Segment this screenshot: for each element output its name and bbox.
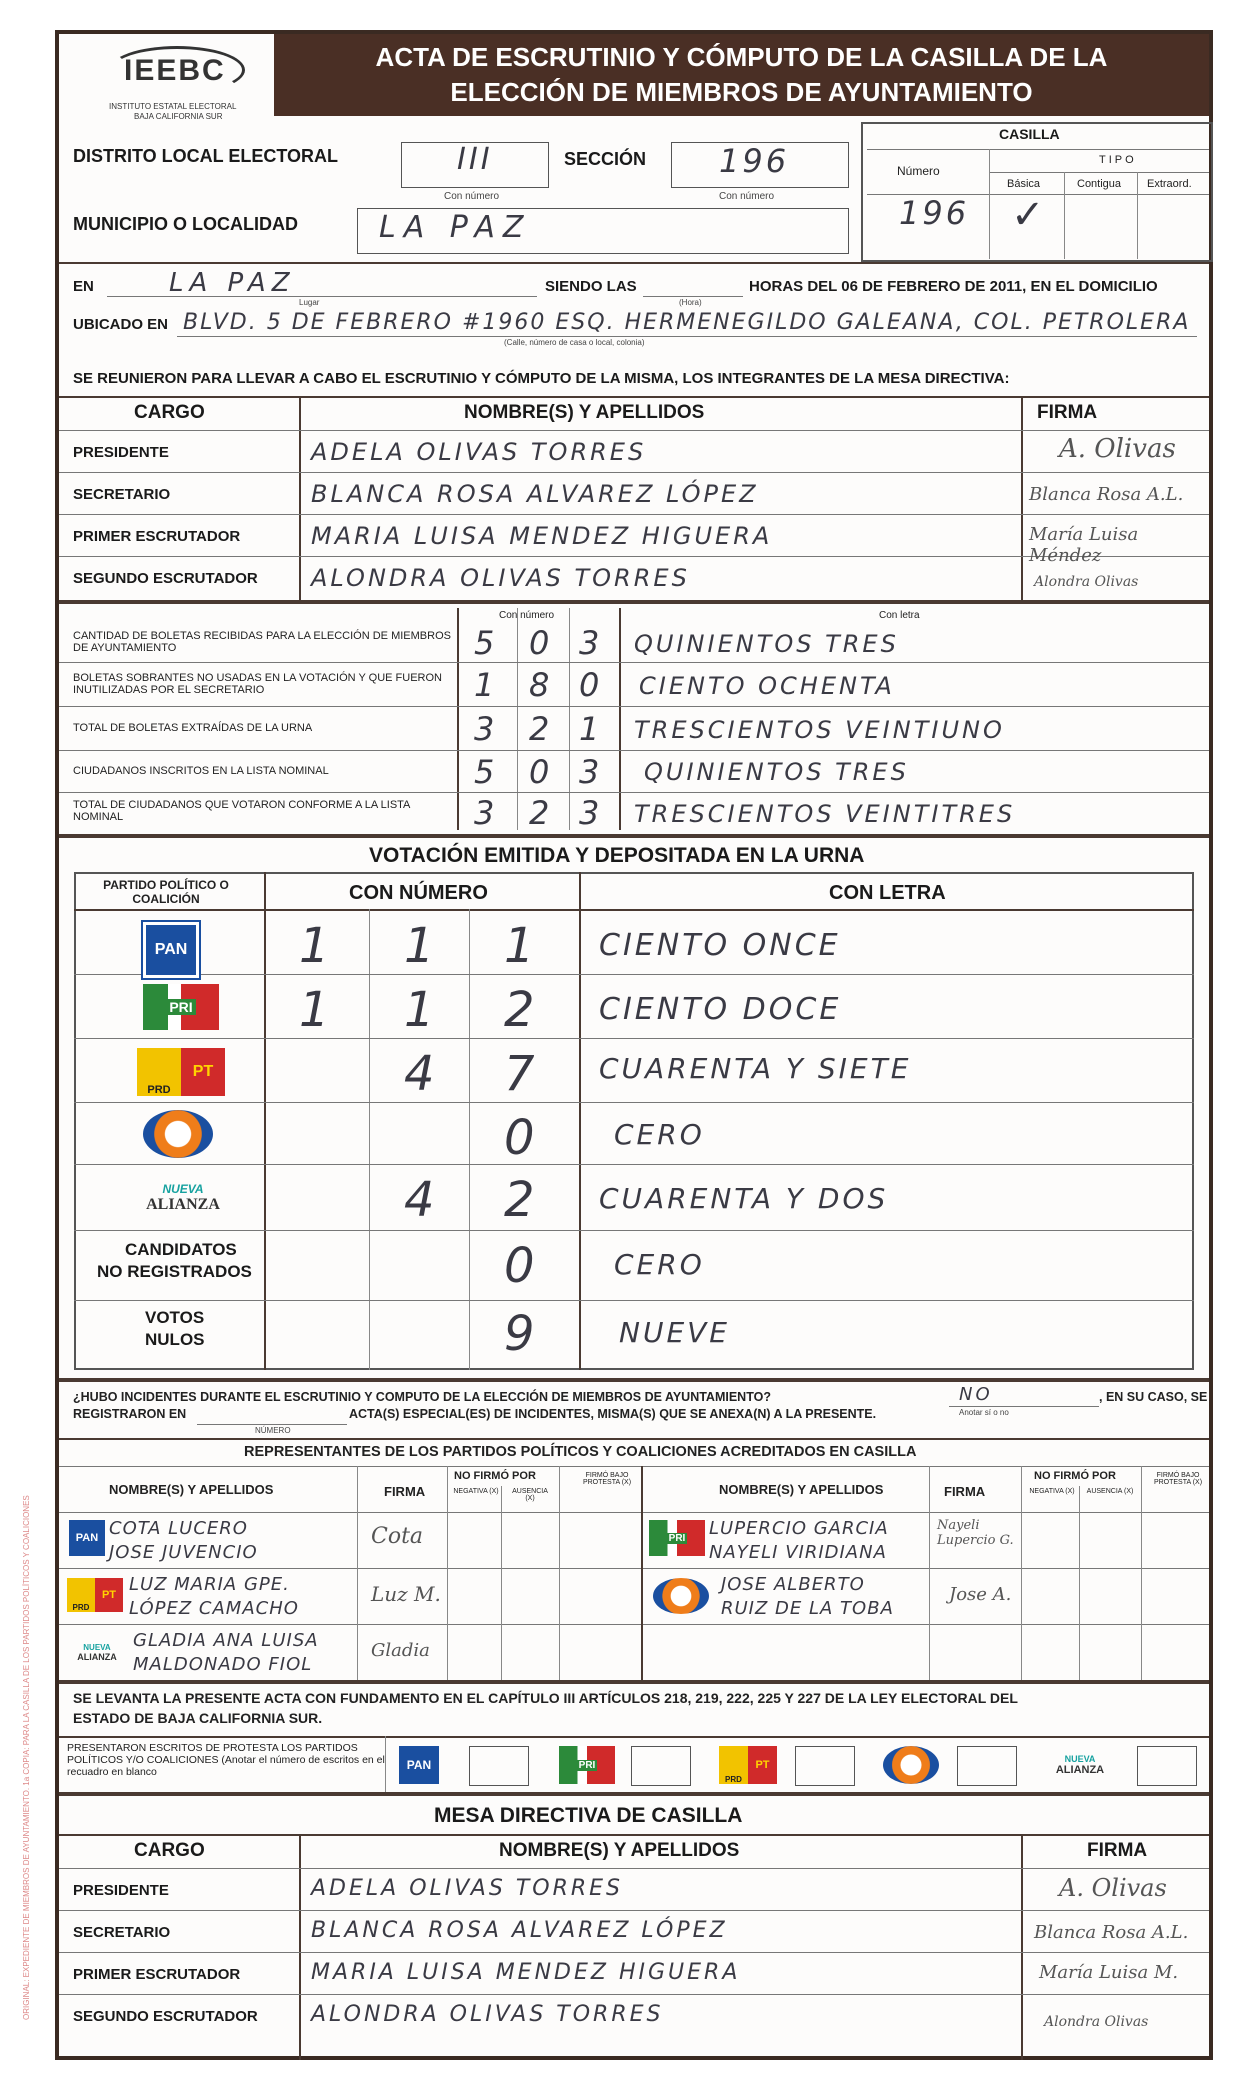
rep-conv-logo-icon	[653, 1578, 709, 1614]
boleta-d3-inscritos[interactable]: 3	[579, 753, 603, 791]
vote-conv-d3[interactable]: 0	[504, 1110, 538, 1166]
rep-pan-logo-text: PAN	[75, 1532, 99, 1544]
mesa1-nombre-secretario[interactable]: BLANCA ROSA ALVAREZ LÓPEZ	[311, 480, 759, 508]
pan-logo-icon	[143, 922, 199, 978]
rep-col-negativa-left: NEGATIVA (X)	[453, 1488, 499, 1495]
incidentes-anotar: Anotar sí o no	[959, 1408, 1009, 1417]
boleta-d3-recibidas[interactable]: 3	[579, 624, 603, 662]
acta-sheet	[55, 30, 1213, 2060]
rep-col-protesta-right: FIRMÓ BAJO PROTESTA (X)	[1153, 1472, 1203, 1486]
mesa1-col-firma: FIRMA	[1037, 402, 1098, 423]
mesa1-firma-secretario[interactable]: Blanca Rosa A.L.	[1029, 484, 1184, 505]
boleta-d1-sobrantes[interactable]: 1	[474, 666, 498, 704]
rep-pan-line2[interactable]: JOSE JUVENCIO	[109, 1542, 258, 1563]
vote-pri-letra[interactable]: CIENTO DOCE	[599, 992, 842, 1027]
reunion-text: SE REUNIERON PARA LLEVAR A CABO EL ESCRUTINIO Y CÓMPUTO DE LA MISMA, LOS INTEGRANTES DE LA MESA DIRECTIVA:	[73, 370, 1010, 387]
casilla-numero-value[interactable]: 196	[899, 194, 970, 232]
boletas-con-letra: Con letra	[879, 610, 920, 621]
rep-na-firma[interactable]: Gladia	[371, 1640, 430, 1661]
rep-conv-firma[interactable]: Jose A.	[949, 1584, 1012, 1605]
mesa1-cargo-segundo: SEGUNDO ESCRUTADOR	[73, 570, 258, 587]
rep-pri-line1[interactable]: LUPERCIO GARCIA	[709, 1518, 889, 1539]
vote-prd-d3[interactable]: 7	[504, 1046, 538, 1102]
mesa1-firma-segundo[interactable]: Alondra Olivas	[1034, 574, 1139, 590]
rep-pri-line2[interactable]: NAYELI VIRIDIANA	[709, 1542, 887, 1563]
boleta-letra-recibidas[interactable]: QUINIENTOS TRES	[634, 630, 899, 658]
boleta-label-votaron: TOTAL DE CIUDADANOS QUE VOTARON CONFORME A LA LISTA NOMINAL	[73, 799, 410, 823]
rep-pan-firma[interactable]: Cota	[371, 1524, 424, 1549]
mesa1-firma-primer[interactable]: María Luisa Méndez	[1029, 524, 1139, 566]
boleta-label-inscritos: CIUDADANOS INSCRITOS EN LA LISTA NOMINAL	[73, 765, 329, 777]
votacion-title: VOTACIÓN EMITIDA Y DEPOSITADA EN LA URNA	[369, 844, 865, 867]
rep-col-nombre-left: NOMBRE(S) Y APELLIDOS	[109, 1482, 274, 1497]
boleta-letra-extraidas[interactable]: TRESCIENTOS VEINTIUNO	[634, 716, 1005, 744]
vote-cnr-d3[interactable]: 0	[504, 1238, 538, 1294]
mesa1-cargo-presidente: PRESIDENTE	[73, 444, 169, 461]
vote-pan-d1[interactable]: 1	[299, 918, 333, 974]
escrito-pri-logo-icon	[559, 1746, 615, 1784]
boleta-d1-extraidas[interactable]: 3	[474, 710, 498, 748]
escrito-prdpt-logo-icon	[719, 1746, 777, 1784]
mesa1-col-cargo: CARGO	[134, 402, 205, 423]
incidentes-question: ¿HUBO INCIDENTES DURANTE EL ESCRUTINIO Y COMPUTO DE LA ELECCIÓN DE MIEMBROS DE AYUNTAMIENTO?	[73, 1390, 771, 1404]
mesa2-cargo-primer: PRIMER ESCRUTADOR	[73, 1966, 241, 1983]
vote-pri-d3[interactable]: 2	[504, 982, 538, 1038]
vote-cnr-letra[interactable]: CERO	[614, 1248, 705, 1281]
boleta-d2-extraidas[interactable]: 2	[529, 710, 553, 748]
cnr-label-1: CANDIDATOS	[125, 1240, 237, 1259]
rep-pt-logo-text: PT	[95, 1578, 123, 1612]
rep-col-nofirmo-right: NO FIRMÓ POR	[1034, 1470, 1116, 1482]
convergencia-logo-icon	[143, 1110, 213, 1158]
mesa2-cargo-secretario: SECRETARIO	[73, 1924, 171, 1941]
vote-pri-d1[interactable]: 1	[299, 982, 333, 1038]
rep-conv-line1[interactable]: JOSE ALBERTO	[721, 1574, 865, 1595]
escrito-conv-logo-icon	[883, 1746, 939, 1784]
numero-label: Número	[897, 164, 940, 178]
incidentes-answer[interactable]: NO	[959, 1384, 993, 1405]
fundamento-line2: ESTADO DE BAJA CALIFORNIA SUR.	[73, 1710, 323, 1726]
mesa2-col-cargo: CARGO	[134, 1840, 205, 1861]
escrito-conv-box[interactable]	[957, 1746, 1017, 1786]
boleta-d2-inscritos[interactable]: 0	[529, 753, 553, 791]
incidentes-line2a: REGISTRARON EN	[73, 1407, 187, 1421]
mesa2-cargo-presidente: PRESIDENTE	[73, 1882, 169, 1899]
escrito-alianza-logo-text: ALIANZA	[1055, 1764, 1105, 1776]
mesa1-cargo-secretario: SECRETARIO	[73, 486, 171, 503]
vote-na-d2[interactable]: 4	[404, 1172, 438, 1228]
boleta-d3-votaron[interactable]: 3	[579, 794, 603, 832]
mesa1-cargo-primer: PRIMER ESCRUTADOR	[73, 528, 241, 545]
rep-prdpt-firma[interactable]: Luz M.	[371, 1582, 441, 1606]
boleta-label-recibidas: CANTIDAD DE BOLETAS RECIBIDAS PARA LA ELECCIÓN DE MIEMBROS DE AYUNTAMIENTO	[73, 630, 451, 654]
boleta-d2-recibidas[interactable]: 0	[529, 624, 553, 662]
rep-col-nofirmo-left: NO FIRMÓ POR	[454, 1470, 536, 1482]
vote-nulos-d3[interactable]: 9	[504, 1306, 538, 1362]
vote-na-d3[interactable]: 2	[504, 1172, 538, 1228]
mesa2-nombre-primer[interactable]: MARIA LUISA MENDEZ HIGUERA	[311, 1960, 741, 1985]
seccion-label: SECCIÓN	[564, 149, 647, 169]
boleta-label-sobrantes: BOLETAS SOBRANTES NO USADAS EN LA VOTACIÓN Y QUE FUERON INUTILIZADAS POR EL SECRETARIO	[73, 672, 442, 696]
boleta-d1-votaron[interactable]: 3	[474, 794, 498, 832]
institute-logo	[79, 42, 269, 122]
mesa2-cargo-segundo: SEGUNDO ESCRUTADOR	[73, 2008, 258, 2025]
mesa2-nombre-segundo[interactable]: ALONDRA OLIVAS TORRES	[311, 2002, 664, 2027]
fecha-text: HORAS DEL 06 DE FEBRERO DE 2011, EN EL DOMICILIO	[749, 278, 1158, 295]
tipo-label: TIPO	[1099, 154, 1137, 166]
rep-pri-firma[interactable]: Nayeli Lupercio G.	[937, 1518, 1014, 1548]
rep-pan-logo-icon	[69, 1520, 105, 1556]
mesa2-firma-secretario[interactable]: Blanca Rosa A.L.	[1034, 1922, 1189, 1943]
votacion-col-partido: PARTIDO POLÍTICO O COALICIÓN	[103, 878, 229, 906]
rep-col-firma-left: FIRMA	[384, 1484, 426, 1499]
boleta-label-extraidas: TOTAL DE BOLETAS EXTRAÍDAS DE LA URNA	[73, 722, 313, 734]
rep-prdpt-logo-icon	[67, 1578, 123, 1612]
rep-prdpt-line2[interactable]: LÓPEZ CAMACHO	[129, 1598, 299, 1619]
title-banner	[274, 34, 1209, 116]
rep-col-negativa-right: NEGATIVA (X)	[1029, 1488, 1075, 1495]
ubicado-sub: (Calle, número de casa o local, colonia)	[504, 338, 645, 347]
basica-label: Básica	[1007, 178, 1041, 190]
rep-col-nombre-right: NOMBRE(S) Y APELLIDOS	[719, 1482, 884, 1497]
rep-conv-line2[interactable]: RUIZ DE LA TOBA	[721, 1598, 894, 1619]
distrito-label: DISTRITO LOCAL ELECTORAL	[73, 146, 339, 166]
votacion-col-letra: CON LETRA	[829, 882, 946, 904]
escrito-pt-logo-text: PT	[748, 1746, 777, 1784]
incidentes-tail: , EN SU CASO, SE	[1099, 1390, 1208, 1404]
prd-pt-logo-icon	[137, 1048, 225, 1096]
mesa1-nombre-presidente[interactable]: ADELA OLIVAS TORRES	[311, 438, 647, 466]
escrito-pan-box[interactable]	[469, 1746, 529, 1786]
rep-na-line1[interactable]: GLADIA ANA LUISA	[133, 1630, 319, 1651]
title-line2: ELECCIÓN DE MIEMBROS DE AYUNTAMIENTO	[450, 77, 1033, 107]
boleta-d3-sobrantes[interactable]: 0	[579, 666, 603, 704]
boleta-letra-inscritos[interactable]: QUINIENTOS TRES	[644, 758, 909, 786]
escrito-na-logo-icon	[1045, 1746, 1115, 1784]
escrito-na-box[interactable]	[1137, 1746, 1197, 1786]
boleta-d1-inscritos[interactable]: 5	[474, 753, 498, 791]
boleta-d2-sobrantes[interactable]: 8	[529, 666, 553, 704]
mesa2-col-nombre: NOMBRE(S) Y APELLIDOS	[499, 1840, 740, 1861]
lugar-sub: Lugar	[299, 298, 320, 307]
rep-pri-logo-text: PRI	[668, 1532, 686, 1544]
vote-pri-d2[interactable]: 1	[404, 982, 438, 1038]
mesa2-col-firma: FIRMA	[1087, 1840, 1148, 1861]
side-note: ORIGINAL: EXPEDIENTE DE MIEMBROS DE AYUNTAMIENTO. 1a COPIA: PARA LA CASILLA DE LOS PARTIDOS POLÍTICOS Y COALICIONES	[22, 1495, 31, 2020]
contigua-label: Contigua	[1077, 178, 1122, 190]
escrito-prdpt-box[interactable]	[795, 1746, 855, 1786]
alianza-logo-text: ALIANZA	[146, 1196, 220, 1213]
mesa1-firma-presidente[interactable]: A. Olivas	[1059, 434, 1176, 464]
rep-alianza-logo-text: ALIANZA	[77, 1651, 117, 1662]
hora-sub: (Hora)	[679, 298, 702, 307]
escrito-nueva-logo-text: NUEVA	[1064, 1754, 1096, 1764]
ubicado-label: UBICADO EN	[73, 316, 169, 333]
rep-na-logo-icon	[67, 1634, 127, 1670]
vn-label-1: VOTOS	[145, 1308, 205, 1327]
boletas-con-numero: Con número	[499, 610, 555, 621]
mesa2-firma-segundo[interactable]: Alondra Olivas	[1044, 2014, 1149, 2030]
escrito-prd-logo-text: PRD	[719, 1746, 748, 1784]
pan-logo-text: PAN	[154, 941, 188, 958]
rep-col-protesta-left: FIRMÓ BAJO PROTESTA (X)	[582, 1472, 632, 1486]
vote-pan-d3[interactable]: 1	[504, 918, 538, 974]
mesa1-nombre-segundo[interactable]: ALONDRA OLIVAS TORRES	[311, 564, 690, 592]
distrito-sub: Con número	[444, 191, 500, 202]
prd-logo-text: PRD	[137, 1048, 181, 1096]
mesa2-firma-presidente[interactable]: A. Olivas	[1059, 1874, 1167, 1902]
municipio-label: MUNICIPIO O LOCALIDAD	[73, 214, 298, 234]
vn-label-2: NULOS	[145, 1330, 205, 1349]
vote-pan-d2[interactable]: 1	[404, 918, 438, 974]
rep-col-firma-right: FIRMA	[944, 1484, 986, 1499]
nueva-logo-text: NUEVA	[162, 1182, 204, 1196]
mesa2-title: MESA DIRECTIVA DE CASILLA	[434, 1804, 743, 1827]
nueva-alianza-logo-icon	[133, 1170, 233, 1226]
incidentes-line2b: ACTA(S) ESPECIAL(ES) DE INCIDENTES, MISMA(S) QUE SE ANEXA(N) A LA PRESENTE.	[349, 1407, 877, 1421]
boleta-d1-recibidas[interactable]: 5	[474, 624, 498, 662]
institute-line1: INSTITUTO ESTATAL ELECTORAL	[109, 102, 237, 111]
boleta-d3-extraidas[interactable]: 1	[579, 710, 603, 748]
ubicado-value: BLVD. 5 DE FEBRERO #1960 ESQ. HERMENEGILDO GALEANA, COL. PETROLERA	[183, 310, 1191, 335]
vote-nulos-letra[interactable]: NUEVE	[619, 1316, 730, 1349]
municipio-value: LA PAZ	[379, 210, 532, 245]
en-label: EN	[73, 278, 94, 295]
votacion-col-numero: CON NÚMERO	[349, 882, 488, 904]
rep-col-ausencia-left: AUSENCIA (X)	[512, 1488, 548, 1502]
rep-nueva-logo-text: NUEVA	[83, 1642, 111, 1652]
pri-logo-text: PRI	[166, 999, 195, 1015]
cnr-label-2: NO REGISTRADOS	[97, 1262, 252, 1281]
vote-na-letra[interactable]: CUARENTA Y DOS	[599, 1182, 889, 1215]
mesa1-col-nombre: NOMBRE(S) Y APELLIDOS	[464, 402, 705, 423]
boleta-d2-votaron[interactable]: 2	[529, 794, 553, 832]
escrito-pan-logo-icon	[399, 1746, 439, 1784]
incidentes-numero-sub: NÚMERO	[255, 1426, 291, 1435]
basica-check[interactable]: ✓	[1011, 192, 1048, 238]
institute-line2: BAJA CALIFORNIA SUR	[134, 112, 223, 121]
rep-col-ausencia-right: AUSENCIA (X)	[1086, 1488, 1134, 1495]
title-line1: ACTA DE ESCRUTINIO Y CÓMPUTO DE LA CASILLA DE LA	[375, 42, 1108, 72]
vote-prd-letra[interactable]: CUARENTA Y SIETE	[599, 1052, 912, 1085]
seccion-sub: Con número	[719, 191, 775, 202]
vote-prd-d2[interactable]: 4	[404, 1046, 438, 1102]
escrito-pri-logo-text: PRI	[578, 1759, 596, 1771]
rep-pan-line1[interactable]: COTA LUCERO	[109, 1518, 248, 1539]
representantes-title: REPRESENTANTES DE LOS PARTIDOS POLÍTICOS Y COALICIONES ACREDITADOS EN CASILLA	[244, 1444, 917, 1460]
boleta-letra-sobrantes[interactable]: CIENTO OCHENTA	[639, 672, 895, 700]
mesa2-nombre-secretario[interactable]: BLANCA ROSA ALVAREZ LÓPEZ	[311, 1918, 728, 1943]
fundamento-line1: SE LEVANTA LA PRESENTE ACTA CON FUNDAMENTO EN EL CAPÍTULO III ARTÍCULOS 218, 219, 222, 225 Y 227 DE LA LEY ELECTORAL DEL	[73, 1690, 1018, 1706]
rep-prdpt-line1[interactable]: LUZ MARIA GPE.	[129, 1574, 290, 1595]
rep-prd-logo-text: PRD	[67, 1578, 95, 1612]
vote-pan-letra[interactable]: CIENTO ONCE	[599, 928, 841, 963]
mesa2-firma-primer[interactable]: María Luisa M.	[1039, 1962, 1179, 1983]
boleta-letra-votaron[interactable]: TRESCIENTOS VEINTITRES	[634, 800, 1016, 828]
en-value: LA PAZ	[169, 268, 296, 298]
escrito-pan-logo-text: PAN	[406, 1758, 432, 1772]
pri-pvem-logo-icon	[143, 984, 219, 1030]
escrito-pri-box[interactable]	[631, 1746, 691, 1786]
institute-acronym: IEEBC	[124, 54, 226, 87]
mesa1-nombre-primer[interactable]: MARIA LUISA MENDEZ HIGUERA	[311, 522, 773, 550]
extraord-label: Extraord.	[1147, 178, 1192, 190]
seccion-value: 196	[719, 142, 790, 180]
escritos-text: PRESENTARON ESCRITOS DE PROTESTA LOS PARTIDOS POLÍTICOS Y/O COALICIONES (Anotar el número de escritos en el recuadro en blanco	[67, 1742, 385, 1778]
rep-pri-logo-icon	[649, 1520, 705, 1556]
rep-na-line2[interactable]: MALDONADO FIOL	[133, 1654, 313, 1675]
casilla-title: CASILLA	[999, 126, 1060, 142]
vote-conv-letra[interactable]: CERO	[614, 1118, 705, 1151]
siendo-label: SIENDO LAS	[545, 278, 637, 295]
mesa2-nombre-presidente[interactable]: ADELA OLIVAS TORRES	[311, 1876, 624, 1901]
pt-logo-text: PT	[181, 1048, 225, 1096]
distrito-value: III	[457, 142, 493, 177]
